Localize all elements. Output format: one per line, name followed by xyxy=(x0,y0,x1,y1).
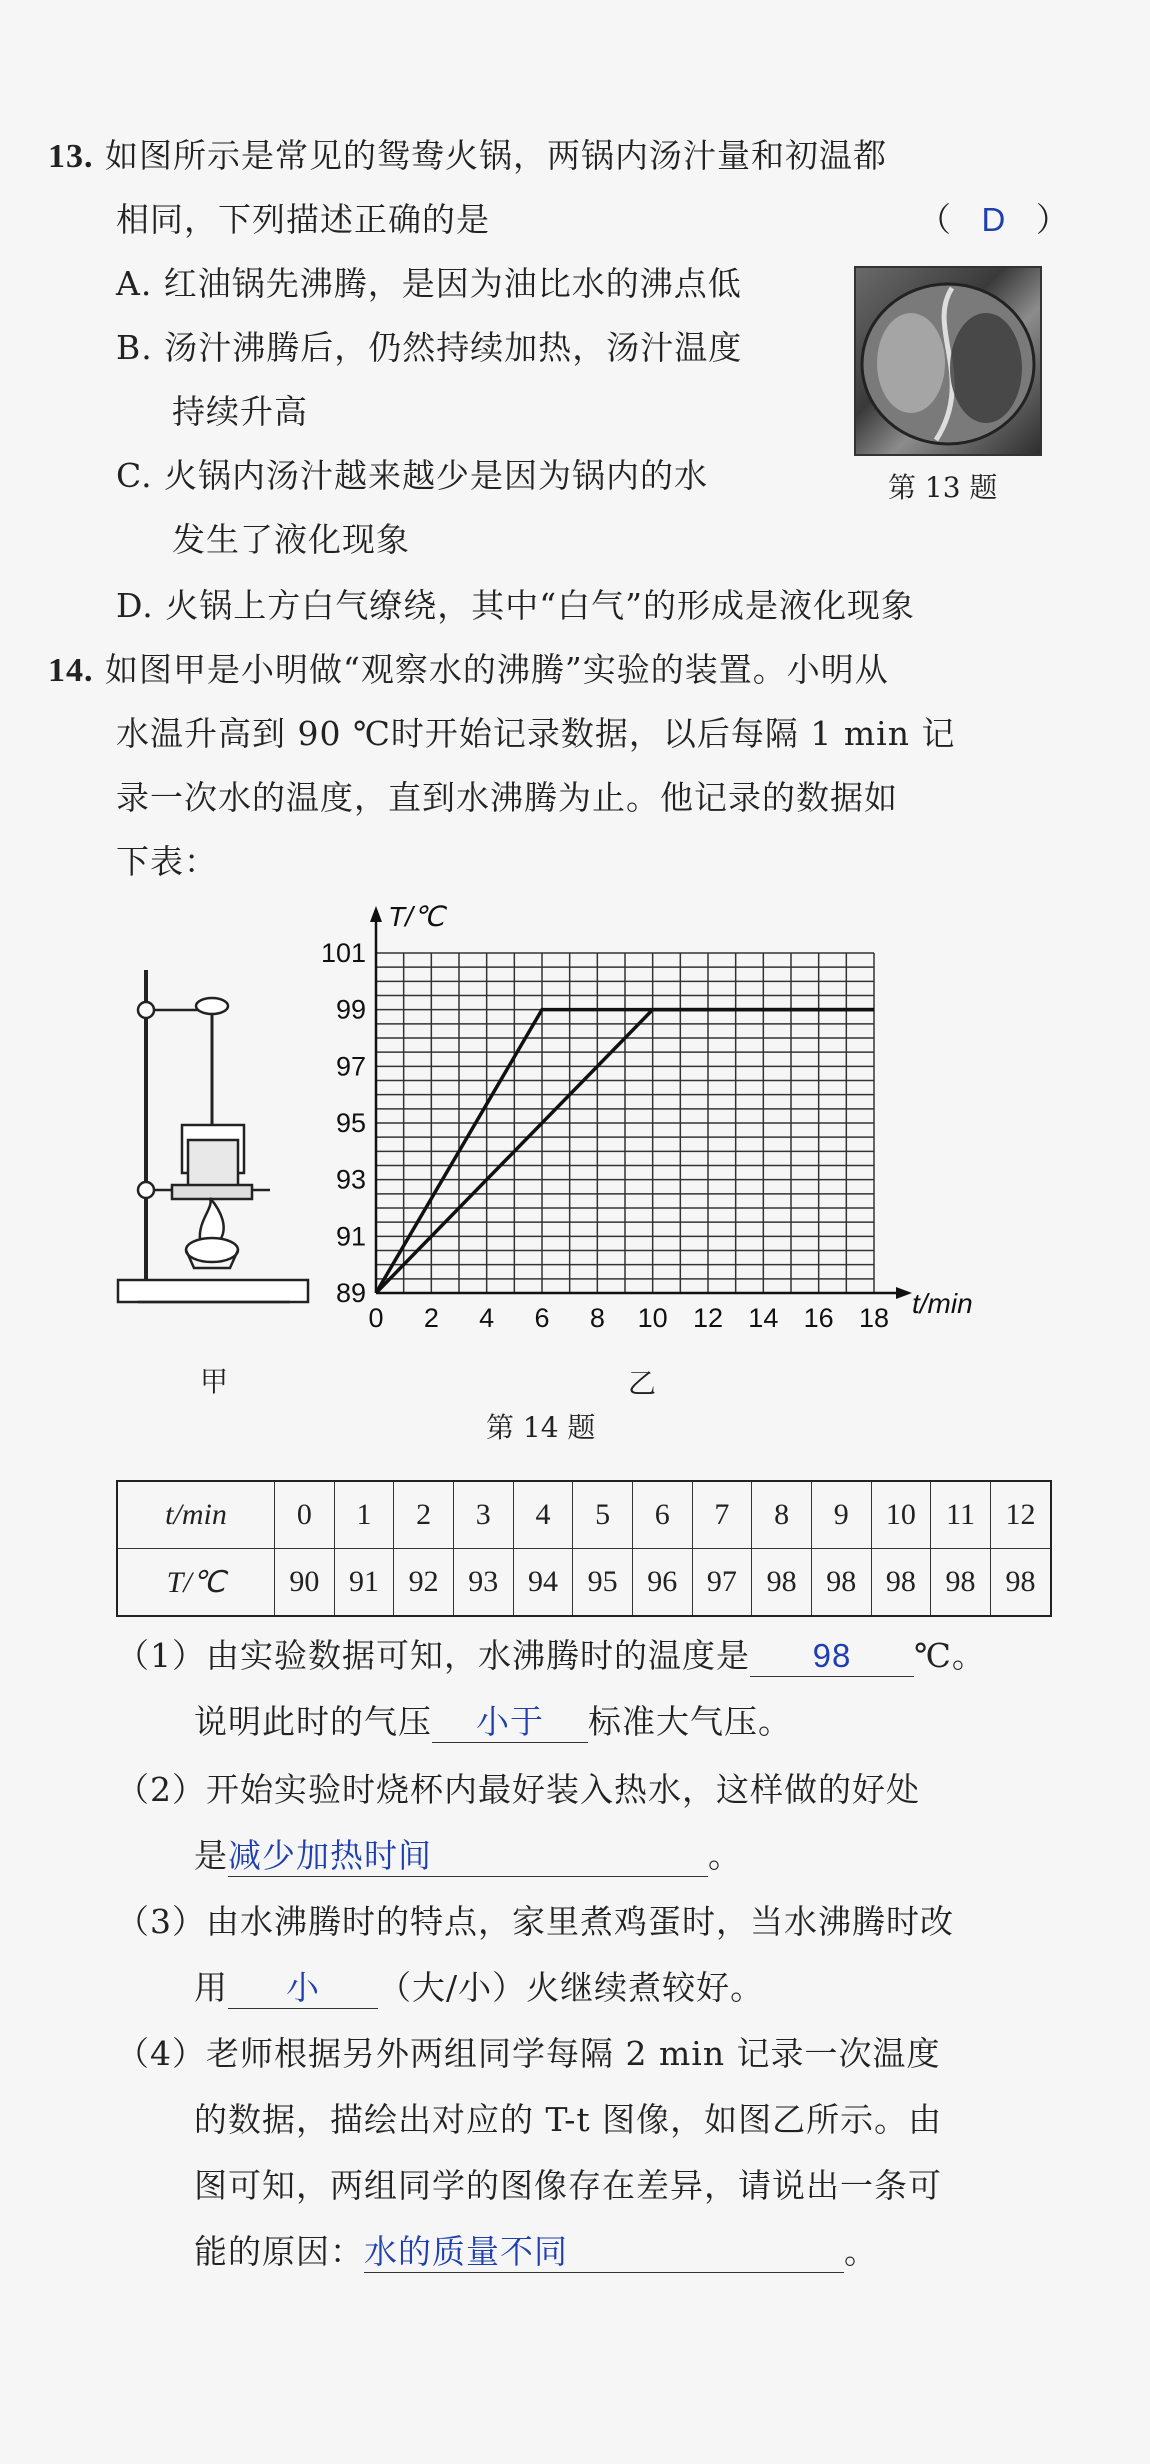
q13-answer: D xyxy=(981,201,1007,238)
q13-number: 13. xyxy=(48,138,94,175)
table-cell-temperature: 98 xyxy=(811,1549,871,1617)
table-cell-time: 8 xyxy=(752,1481,812,1549)
x-tick-label: 12 xyxy=(692,1303,724,1330)
sub4-period: 。 xyxy=(844,2232,878,2271)
table-cell-time: 10 xyxy=(871,1481,931,1549)
sub1-line2 xyxy=(194,1700,792,1744)
q14-figure-caption: 第 14 题 xyxy=(486,1411,596,1444)
table-row-time xyxy=(117,1481,1051,1549)
sub3-answer-blank: 小 xyxy=(228,1968,378,2009)
table-cell-temperature: 98 xyxy=(871,1549,931,1617)
boiling-apparatus-figure xyxy=(110,950,320,1340)
sub1-text: （1）由实验数据可知，水沸腾时的温度是 xyxy=(116,1636,750,1675)
hotpot-illustration xyxy=(856,268,1040,454)
q14-stem-line2: 水温升高到 90 ℃时开始记录数据，以后每隔 1 min 记 xyxy=(116,714,956,753)
table-cell-time: 4 xyxy=(513,1481,573,1549)
q13-option-c1: C. 火锅内汤汁越来越少是因为锅内的水 xyxy=(116,456,709,495)
x-tick-label: 16 xyxy=(803,1303,834,1330)
y-tick-label: 97 xyxy=(335,1051,366,1082)
q13-stem-line2: 相同，下列描述正确的是 xyxy=(116,200,490,239)
y-axis-label: T/℃ xyxy=(388,901,445,932)
table-cell-temperature: 90 xyxy=(275,1549,335,1617)
y-tick-label: 93 xyxy=(335,1164,366,1195)
paren-close: ） xyxy=(1035,200,1070,239)
sub4-text: 能的原因： xyxy=(194,2232,364,2271)
sub3-text2: （大/小）火继续煮较好。 xyxy=(378,1968,765,2007)
sub1-unit: ℃。 xyxy=(914,1636,986,1675)
q13-option-b2: 持续升高 xyxy=(172,392,308,431)
table-cell-temperature: 96 xyxy=(632,1549,692,1617)
label-yi: 乙 xyxy=(628,1367,657,1400)
sub2-line2 xyxy=(194,1834,742,1878)
y-tick-label: 91 xyxy=(335,1221,366,1252)
sub1-text2: 说明此时的气压 xyxy=(194,1702,432,1741)
table-header-time: t/min xyxy=(117,1481,275,1549)
sub1-line1 xyxy=(116,1634,986,1678)
hotpot-photo xyxy=(854,266,1042,456)
sub3-text: 用 xyxy=(194,1968,228,2007)
sub4-answer-blank: 水的质量不同 xyxy=(364,2232,844,2273)
y-tick-label: 89 xyxy=(335,1278,366,1308)
x-tick-label: 4 xyxy=(479,1303,495,1330)
sub2-answer-blank: 减少加热时间 xyxy=(228,1836,708,1877)
q14-stem-line3: 录一次水的温度，直到水沸腾为止。他记录的数据如 xyxy=(116,778,898,817)
table-cell-time: 2 xyxy=(394,1481,454,1549)
q13-option-d: D. 火锅上方白气缭绕，其中“白气”的形成是液化现象 xyxy=(116,586,916,625)
table-cell-temperature: 93 xyxy=(453,1549,513,1617)
x-tick-label: 2 xyxy=(423,1303,439,1330)
temperature-data-table xyxy=(116,1480,1052,1617)
q13-block xyxy=(48,134,887,179)
sub3-line1: （3）由水沸腾时的特点，家里煮鸡蛋时，当水沸腾时改 xyxy=(116,1902,954,1941)
table-cell-temperature: 94 xyxy=(513,1549,573,1617)
table-cell-time: 7 xyxy=(692,1481,752,1549)
y-tick-label: 101 xyxy=(320,938,366,968)
y-tick-label: 99 xyxy=(335,994,366,1025)
table-row-temperature xyxy=(117,1549,1051,1617)
q13-option-b1: B. 汤汁沸腾后，仍然持续加热，汤汁温度 xyxy=(116,328,743,367)
table-cell-temperature: 92 xyxy=(394,1549,454,1617)
table-cell-time: 9 xyxy=(811,1481,871,1549)
sub1-text3: 标准大气压。 xyxy=(588,1702,792,1741)
table-cell-temperature: 95 xyxy=(573,1549,633,1617)
chart-grid xyxy=(376,953,874,1293)
table-header-temperature: T/℃ xyxy=(117,1549,275,1617)
q13-option-c2: 发生了液化现象 xyxy=(172,520,410,559)
sub4-line3: 图可知，两组同学的图像存在差异，请说出一条可 xyxy=(194,2166,942,2205)
table-cell-time: 5 xyxy=(573,1481,633,1549)
x-tick-label: 8 xyxy=(589,1303,605,1330)
chart-ticks xyxy=(321,938,889,1330)
table-cell-time: 6 xyxy=(632,1481,692,1549)
table-cell-temperature: 98 xyxy=(990,1549,1051,1617)
chart-axes xyxy=(370,901,973,1319)
table-cell-time: 3 xyxy=(453,1481,513,1549)
sub4-line4 xyxy=(194,2230,878,2274)
table-cell-temperature: 98 xyxy=(931,1549,991,1617)
table-cell-time: 12 xyxy=(990,1481,1051,1549)
sub4-line2: 的数据，描绘出对应的 T-t 图像，如图乙所示。由 xyxy=(194,2100,943,2139)
sub3-line2 xyxy=(194,1966,764,2010)
x-tick-label: 6 xyxy=(534,1303,550,1330)
q13-option-a: A. 红油锅先沸腾，是因为油比水的沸点低 xyxy=(116,264,742,303)
y-axis-arrow xyxy=(370,906,382,922)
sub1-answer-blank2: 小于 xyxy=(432,1702,588,1743)
x-tick-label: 10 xyxy=(637,1303,668,1330)
q14-number: 14. xyxy=(48,652,94,689)
x-axis-label: t/min xyxy=(912,1288,973,1319)
table-cell-temperature: 91 xyxy=(334,1549,394,1617)
sub4-line1: （4）老师根据另外两组同学每隔 2 min 记录一次温度 xyxy=(116,2034,941,2073)
x-tick-label: 18 xyxy=(858,1303,890,1330)
table-cell-temperature: 97 xyxy=(692,1549,752,1617)
x-axis-arrow xyxy=(896,1287,912,1299)
q14-stem-line1: 如图甲是小明做“观察水的沸腾”实验的装置。小明从 xyxy=(105,650,889,689)
table-cell-time: 1 xyxy=(334,1481,394,1549)
x-tick-label: 14 xyxy=(748,1303,779,1330)
paren-open: （ xyxy=(918,200,952,239)
table-cell-time: 0 xyxy=(275,1481,335,1549)
q14-stem-line4: 下表： xyxy=(116,842,218,881)
q13-stem-line1: 如图所示是常见的鸳鸯火锅，两锅内汤汁量和初温都 xyxy=(105,136,887,175)
x-tick-label: 0 xyxy=(368,1303,384,1330)
sub1-answer-blank: 98 xyxy=(750,1636,914,1677)
label-jia: 甲 xyxy=(200,1365,229,1398)
sub2-period: 。 xyxy=(708,1836,742,1875)
table-cell-temperature: 98 xyxy=(752,1549,812,1617)
table-cell-time: 11 xyxy=(931,1481,991,1549)
y-tick-label: 95 xyxy=(335,1108,366,1138)
q13-figure-caption: 第 13 题 xyxy=(888,471,998,504)
sub2-text: 是 xyxy=(194,1836,228,1875)
q13-answer-bracket xyxy=(918,198,1070,242)
temperature-time-chart xyxy=(316,890,996,1330)
sub2-line1: （2）开始实验时烧杯内最好装入热水，这样做的好处 xyxy=(116,1770,920,1809)
